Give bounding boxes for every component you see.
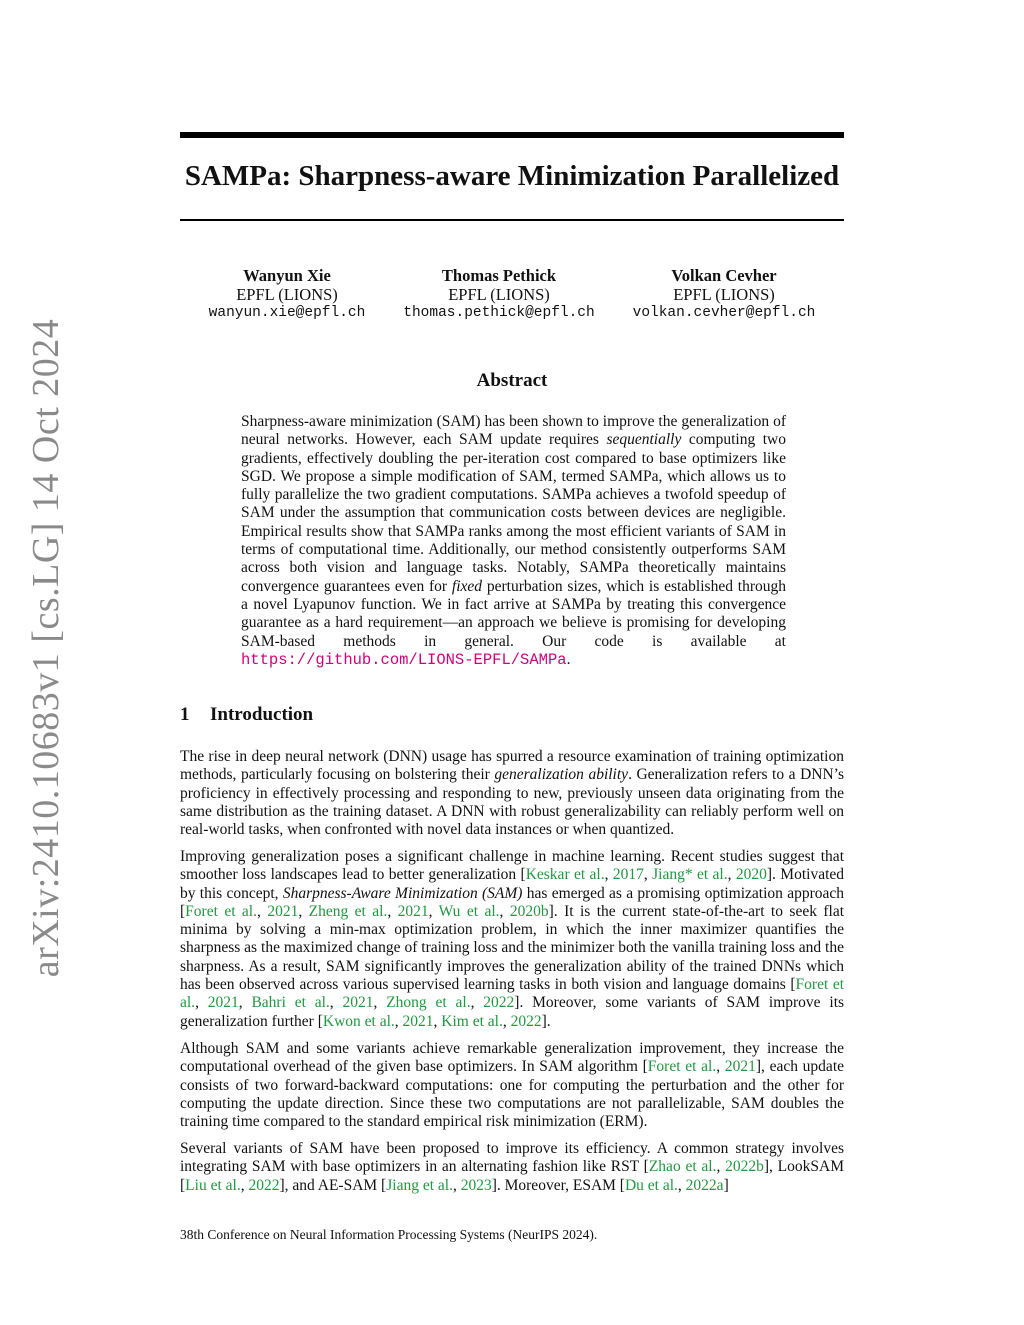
citation-link[interactable]: 2021 — [207, 994, 239, 1012]
text-run: perturbation sizes, which is established through a novel Lyapunov function. We in fact arrive at SAMPa by treating this convergence guarantee as a hard requirement—an approach we believe is promising for developing SAM-based methods in general. Our code is available at — [241, 577, 786, 650]
text-run: , — [643, 866, 653, 884]
citation-link[interactable]: Foret et al. — [180, 976, 845, 1012]
citation-link[interactable]: Zheng et al. — [308, 902, 388, 920]
text-run: , — [240, 1176, 249, 1194]
author-email[interactable]: volkan.cevher@epfl.ch — [632, 305, 816, 321]
citation-link[interactable]: Kim et al. — [441, 1012, 503, 1030]
section-heading-introduction — [180, 704, 313, 726]
text-run: , — [238, 994, 252, 1012]
citation-link[interactable]: Liu et al. — [185, 1176, 241, 1194]
citation-link[interactable]: 2021 — [342, 994, 374, 1012]
text-run: Although SAM and some variants achieve remarkable generalization improvement, they increase the computational overhead of the given base optimizers. In SAM algorithm [ — [180, 1040, 844, 1076]
text-run: , — [373, 994, 387, 1012]
section-title: Introduction — [210, 704, 314, 725]
text-run: Sharpness-aware minimization (SAM) has been shown to improve the generalization of neural networks. However, each SAM update requires — [241, 413, 786, 449]
text-run: ]. — [541, 1012, 551, 1030]
citation-link[interactable]: 2022 — [483, 994, 515, 1012]
text-run: , — [499, 902, 510, 920]
author-3 — [604, 266, 844, 323]
text-run: , — [394, 1012, 403, 1030]
citation-link[interactable]: Keskar et al. — [525, 866, 605, 884]
citation-link[interactable]: Zhao et al. — [648, 1158, 717, 1176]
author-affiliation: EPFL (LIONS) — [448, 285, 550, 304]
code-link[interactable]: https://github.com/LIONS-EPFL/SAMPa — [241, 650, 567, 669]
citation-link[interactable]: 2022 — [248, 1176, 280, 1194]
citation-link[interactable]: Jiang* et al. — [652, 866, 728, 884]
text-run: ]. It is the current state-of-the-art to seek flat minima by solving a min-max optimization problem, in which the inner maximizer quantifies the sharpness as the maximized change of training loss and the minimizer both the vanilla training loss and the sharpness. As a result, SAM significantly improves the generalization ability of the trained DNNs which has been observed across various supervised learning tasks in both vision and language domains [ — [180, 902, 845, 994]
citation-link[interactable]: Zhong et al. — [386, 994, 471, 1012]
section-number: 1 — [180, 704, 190, 725]
text-run: , — [195, 994, 208, 1012]
citation-link[interactable]: 2021 — [724, 1058, 756, 1076]
text-run: , — [470, 994, 484, 1012]
citation-link[interactable]: 2020b — [509, 902, 549, 920]
citation-link[interactable]: Jiang et al. — [386, 1176, 453, 1194]
text-run: , — [387, 902, 398, 920]
text-run: ], and AE-SAM [ — [279, 1176, 387, 1194]
author-affiliation: EPFL (LIONS) — [673, 285, 775, 304]
citation-link[interactable]: Kwon et al. — [322, 1012, 395, 1030]
citation-link[interactable]: Foret et al. — [647, 1058, 717, 1076]
citation-link[interactable]: 2021 — [267, 902, 299, 920]
abstract-text — [241, 413, 786, 669]
text-run: , — [329, 994, 343, 1012]
text-run: , — [433, 1012, 442, 1030]
text-run: , — [727, 866, 736, 884]
citation-link[interactable]: 2022a — [685, 1176, 724, 1194]
author-email[interactable]: thomas.pethick@epfl.ch — [403, 305, 595, 321]
emphasis: sequentially — [606, 431, 682, 449]
author-name: Volkan Cevher — [671, 266, 777, 285]
title-bottom-rule — [180, 219, 844, 221]
emphasis: generalization ability — [494, 766, 629, 784]
arxiv-side-stamp — [16, 318, 76, 978]
text-run: , — [716, 1058, 725, 1076]
author-affiliation: EPFL (LIONS) — [236, 285, 338, 304]
text-run: , — [502, 1012, 511, 1030]
text-run: . Generalization refers to a DNN’s proficiency in effectively processing and responding to new, previously unseen data originating from the same distribution as the training dataset. A DNN with robust generalizability can reliably perform well on real-world tasks, when confronted with novel data instances or when quantized. — [180, 766, 844, 839]
text-run: , — [298, 902, 309, 920]
citation-link[interactable]: 2022b — [725, 1158, 764, 1176]
text-run: Improving generalization poses a significant challenge in machine learning. Recent studies suggest that smoother loss landscapes lead to better generalization [ — [180, 848, 844, 884]
text-run: ] — [723, 1176, 729, 1194]
text-run: , — [428, 902, 439, 920]
intro-paragraph-1 — [180, 748, 844, 839]
intro-paragraph-2 — [180, 848, 844, 1031]
citation-link[interactable]: Bahri et al. — [251, 994, 330, 1012]
citation-link[interactable]: 2020 — [735, 866, 767, 884]
paper-title: SAMPa: Sharpness-aware Minimization Parallelized — [184, 160, 840, 192]
text-run: , — [452, 1176, 461, 1194]
intro-paragraph-3 — [180, 1040, 844, 1131]
citation-link[interactable]: Du et al. — [624, 1176, 678, 1194]
arxiv-identifier: arXiv:2410.10683v1 [cs.LG] 14 Oct 2024 — [25, 318, 67, 978]
text-run: . — [566, 650, 571, 668]
author-email[interactable]: wanyun.xie@epfl.ch — [208, 305, 366, 321]
abstract-heading: Abstract — [476, 370, 548, 391]
conference-footnote: 38th Conference on Neural Information Processing Systems (NeurIPS 2024). — [180, 1227, 598, 1242]
text-run: ], each update consists of two forward-backward computations: one for computing the perturbation and the other for computing the update direction. Since these two computations are not parallelizable, SAM doubles the training time compared to the standard empirical risk minimization (ERM). — [180, 1058, 845, 1131]
citation-link[interactable]: Foret et al. — [185, 902, 257, 920]
emphasis: Sharpness-Aware Minimization (SAM) — [282, 884, 523, 902]
title-top-rule — [180, 132, 844, 138]
citation-link[interactable]: 2021 — [402, 1012, 434, 1030]
citation-link[interactable]: Wu et al. — [438, 902, 500, 920]
text-run: , — [257, 902, 268, 920]
text-run: Several variants of SAM have been proposed to improve its efficiency. A common strategy involves integrating SAM with base optimizers in an alternating fashion like RST [ — [180, 1140, 844, 1176]
text-run: ]. Moreover, some variants of SAM improve its generalization further [ — [180, 994, 845, 1030]
author-name: Wanyun Xie — [243, 266, 331, 285]
text-run: The rise in deep neural network (DNN) usage has spurred a resource examination of training optimization methods, particularly focusing on bolstering their — [180, 748, 844, 784]
text-run: , — [716, 1158, 726, 1176]
citation-link[interactable]: 2017 — [612, 866, 644, 884]
citation-link[interactable]: 2022 — [510, 1012, 542, 1030]
citation-link[interactable]: 2021 — [397, 902, 429, 920]
text-run: computing two gradients, effectively doubling the per-iteration cost compared to base optimizers like SGD. We propose a simple modification of SAM, termed SAMPa, which allows us to fully parallelize the two gradient computations. SAMPa achieves a twofold speedup of SAM under the assumption that communication costs between devices are negligible. Empirical results show that SAMPa ranks among the most efficient variants of SAM in terms of computational time. Additionally, our method consistently outperforms SAM across both vision and language tasks. Notably, SAMPa theoretically maintains convergence guarantees even for — [241, 431, 786, 595]
intro-paragraph-4 — [180, 1140, 844, 1195]
text-run: , — [677, 1176, 686, 1194]
text-run: , — [604, 866, 613, 884]
text-run: has emerged as a promising optimization approach [ — [180, 884, 844, 920]
emphasis: fixed — [451, 577, 483, 595]
text-run: ]. Moreover, ESAM [ — [491, 1176, 625, 1194]
author-2 — [379, 266, 619, 323]
author-name: Thomas Pethick — [441, 266, 557, 285]
citation-link[interactable]: 2023 — [460, 1176, 492, 1194]
author-1 — [167, 266, 407, 323]
text-run: ]. Motivated by this concept, — [180, 866, 845, 902]
text-run: ], LookSAM [ — [180, 1158, 844, 1194]
